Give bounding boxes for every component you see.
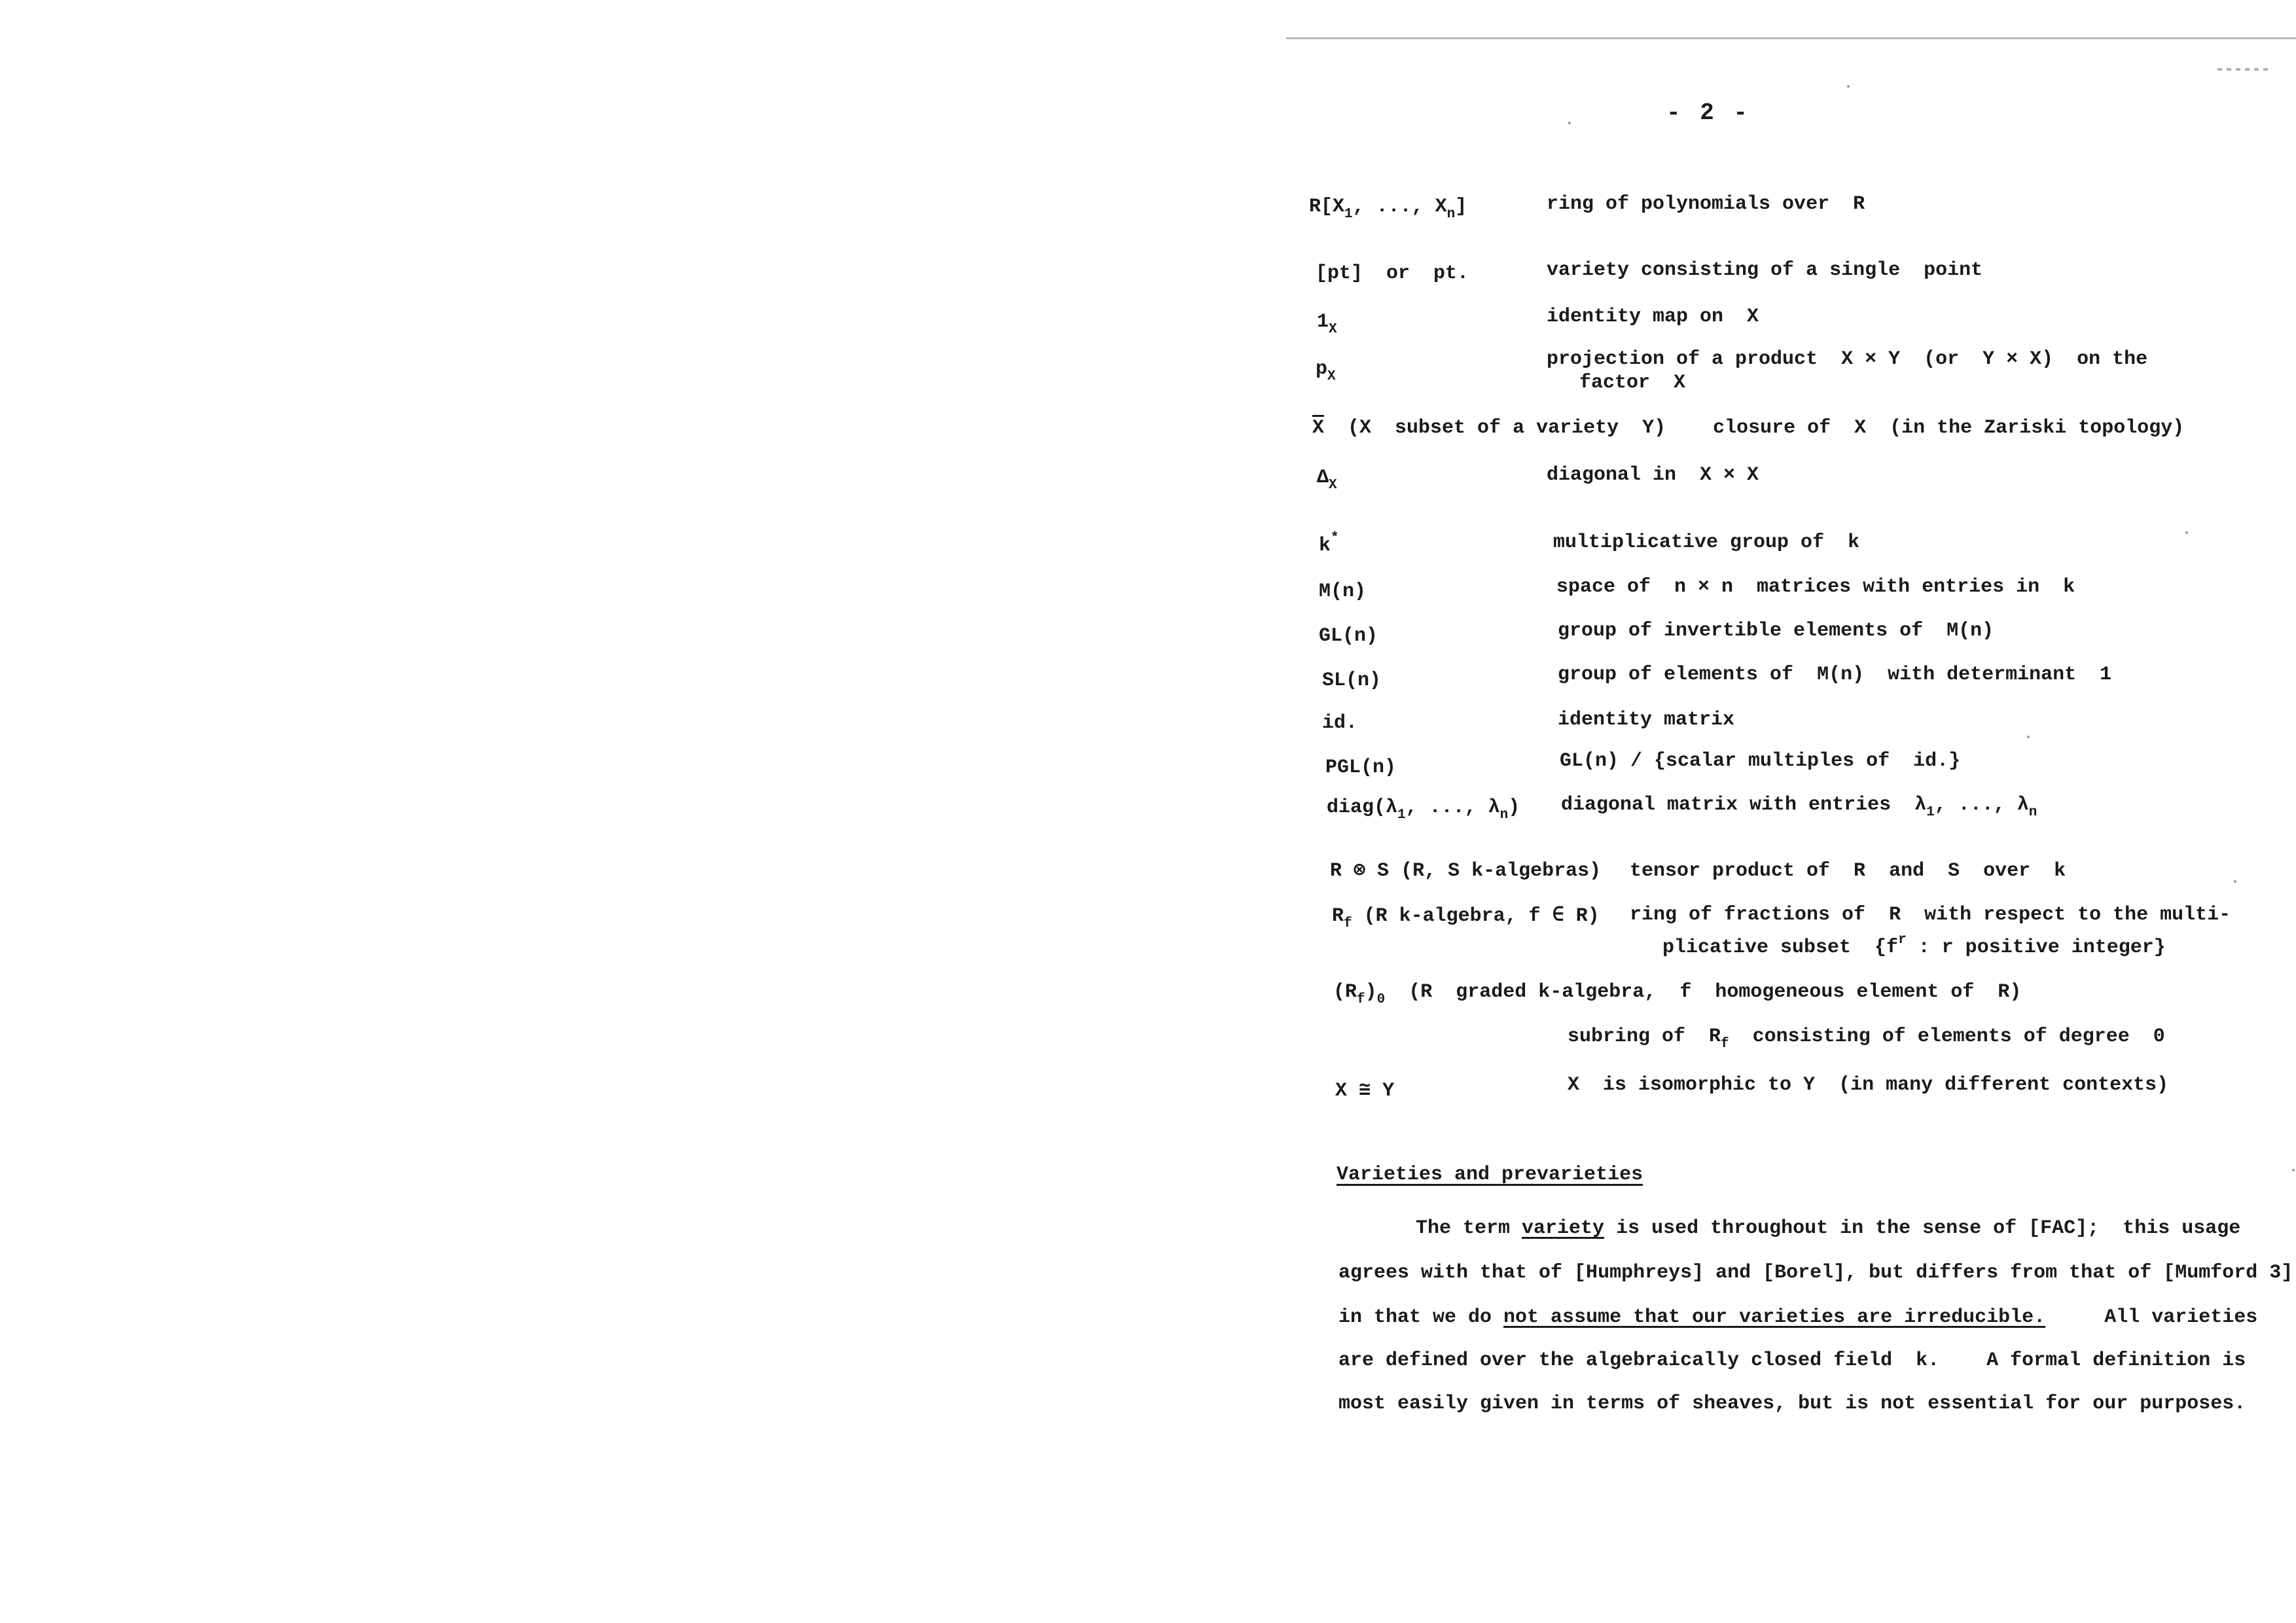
scan-smudge: [2217, 68, 2271, 71]
notation-definition: multiplicative group of k: [1553, 531, 1860, 554]
notation-symbol: $p_X$: [1316, 358, 1336, 384]
page-edge-line: [1286, 37, 2296, 39]
scan-speck: [2185, 531, 2188, 534]
notation-definition-continued: factor X: [1579, 372, 1686, 394]
notation-symbol: id.: [1322, 712, 1358, 734]
notation-symbol: $R_f$ (R k-algebra, f ∈ R): [1332, 905, 1600, 931]
paragraph-line: agrees with that of [Humphreys] and [Borel], but differs from that of [Mumford 3]: [1338, 1262, 2293, 1284]
notation-symbol: $\Delta_X$: [1317, 467, 1337, 493]
paragraph-line: The term variety is used throughout in the sense of [FAC]; this usage: [1416, 1217, 2241, 1240]
scan-speck: [2234, 880, 2236, 883]
notation-symbol: M(n): [1319, 580, 1367, 603]
notation-symbol: $diag(\lambda_1$, ..., $\lambda_n$): [1327, 796, 1520, 823]
notation-symbol: [pt] or pt.: [1316, 262, 1469, 285]
notation-symbol: SL(n): [1322, 669, 1382, 692]
notation-definition: subring of $R_f$ consisting of elements of degree 0: [1568, 1026, 2165, 1052]
notation-symbol: $1_X$: [1317, 311, 1337, 337]
notation-definition: tensor product of R and S over k: [1630, 860, 2066, 882]
notation-definition: variety consisting of a single point: [1547, 259, 1983, 281]
notation-definition: projection of a product X × Y (or Y × X) on the: [1547, 348, 2148, 370]
notation-symbol: k*: [1319, 531, 1339, 557]
scan-speck: [2027, 736, 2030, 738]
notation-definition: diagonal in X × X: [1547, 464, 1759, 486]
paragraph-line: are defined over the algebraically closed field k. A formal definition is: [1338, 1349, 2246, 1372]
notation-definition: ring of fractions of R with respect to the multi-: [1630, 904, 2231, 926]
notation-definition: GL(n) / {scalar multiples of id.}: [1560, 750, 1961, 772]
notation-symbol: PGL(n): [1325, 757, 1397, 779]
notation-symbol: GL(n): [1319, 625, 1378, 647]
notation-definition: identity matrix: [1558, 709, 1735, 731]
notation-symbol: $(R_f)_0$ (R graded k-algebra, f homogeneous element of R): [1333, 981, 2022, 1007]
notation-definition: diagonal matrix with entries $\lambda_1$, ..., $\lambda_n$: [1561, 794, 2037, 820]
notation-definition: identity map on X: [1547, 306, 1759, 328]
notation-definition: ring of polynomials over R: [1547, 193, 1865, 215]
paragraph-line: most easily given in terms of sheaves, but is not essential for our purposes.: [1338, 1393, 2246, 1415]
notation-definition: X is isomorphic to Y (in many different contexts): [1568, 1074, 2169, 1096]
notation-row-closure: $\overline{X}$ (X subset of a variety Y) closure of X (in the Zariski topology): [1312, 417, 2185, 439]
page-number: - 2 -: [1666, 99, 1751, 126]
section-heading: Varieties and prevarieties: [1336, 1164, 1643, 1186]
notation-symbol: $R[X_1$, ..., $X_n$]: [1309, 196, 1467, 222]
paragraph-line: in that we do not assume that our varieties are irreducible. All varieties: [1338, 1306, 2258, 1329]
notation-symbol: X ≅ Y: [1335, 1080, 1395, 1102]
scan-speck: [2292, 1169, 2295, 1171]
notation-symbol: R ⊗ S (R, S k-algebras): [1330, 860, 1602, 882]
scan-speck: [1847, 85, 1850, 88]
notation-definition: group of elements of M(n) with determinant 1: [1558, 664, 2112, 686]
notation-definition: space of n × n matrices with entries in k: [1556, 576, 2075, 598]
notation-definition: group of invertible elements of M(n): [1558, 620, 1994, 642]
scan-speck: [1568, 122, 1571, 124]
notation-definition-continued: plicative subset {$f^r$ : r positive integer}: [1662, 933, 2166, 959]
